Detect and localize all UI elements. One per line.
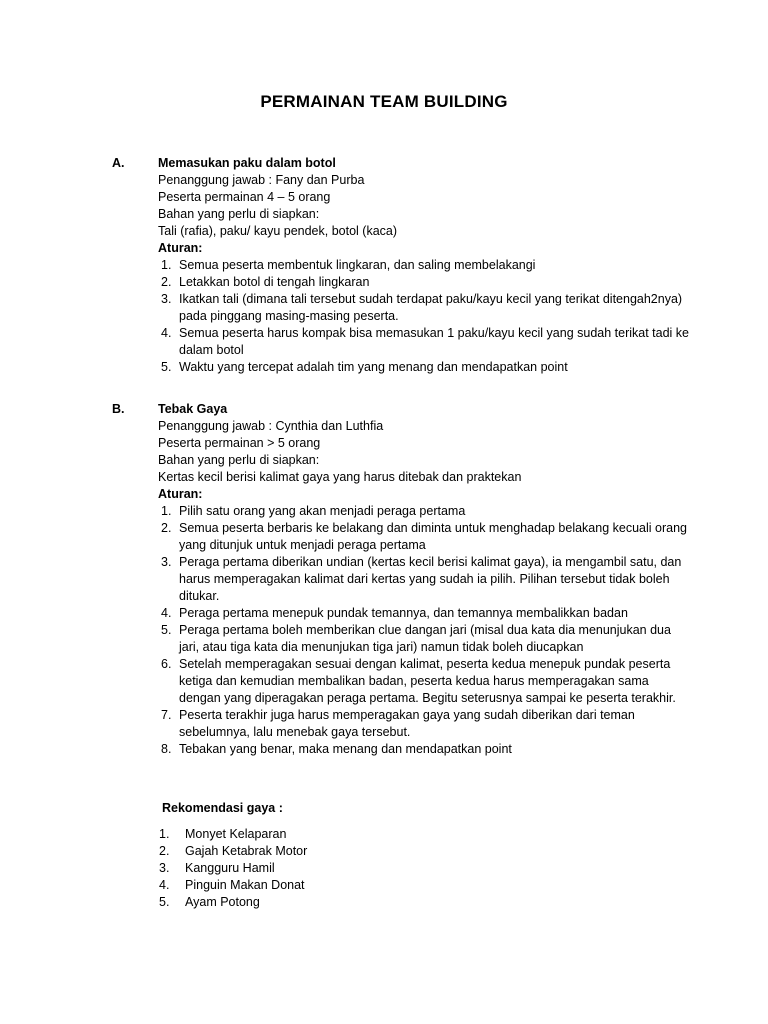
- list-text: Peraga pertama boleh memberikan clue dangan jari (misal dua kata dia menunjukan dua jari, atau tiga kata dia menunjukan tiga jari) namun tidak boleh diucapkan: [179, 623, 671, 654]
- materials-line: Tali (rafia), paku/ kayu pendek, botol (kaca): [158, 224, 398, 238]
- list-item: [158, 520, 692, 554]
- list-item: [158, 656, 692, 707]
- list-number: 5.: [161, 360, 172, 374]
- responsible-line: Penanggung jawab : Fany dan Purba: [158, 173, 365, 187]
- recommendations-title: Rekomendasi gaya :: [162, 801, 283, 815]
- list-number: 1.: [161, 258, 172, 272]
- recommendations-list: [159, 826, 307, 911]
- list-item: [158, 741, 692, 758]
- list-number: 8.: [161, 742, 172, 756]
- list-item: [158, 291, 692, 325]
- materials-label: Bahan yang perlu di siapkan:: [158, 207, 320, 221]
- section-body: [158, 418, 692, 758]
- list-number: 4.: [159, 878, 170, 892]
- section-a: [112, 155, 692, 376]
- list-number: 4.: [161, 326, 172, 340]
- list-number: 5.: [161, 623, 172, 637]
- list-item: [158, 554, 692, 605]
- list-text: Semua peserta berbaris ke belakang dan diminta untuk menghadap belakang kecuali orang yang ditunjuk untuk menjadi peraga pertama: [179, 521, 687, 552]
- materials-label: Bahan yang perlu di siapkan:: [158, 453, 320, 467]
- list-text: Waktu yang tercepat adalah tim yang menang dan mendapatkan point: [179, 360, 568, 374]
- list-item: [158, 503, 692, 520]
- section-b: [112, 401, 692, 758]
- list-text: Monyet Kelaparan: [185, 827, 287, 841]
- list-number: 2.: [161, 275, 172, 289]
- section-letter: A.: [112, 156, 125, 170]
- list-number: 3.: [159, 861, 170, 875]
- list-text: Ikatkan tali (dimana tali tersebut sudah terdapat paku/kayu kecil yang terikat ditengah2nya) pada pinggang masing-masing peserta.: [179, 292, 683, 323]
- list-text: Pinguin Makan Donat: [185, 878, 305, 892]
- list-text: Peraga pertama menepuk pundak temannya, dan temannya membalikkan badan: [179, 606, 628, 620]
- list-number: 7.: [161, 708, 172, 722]
- list-item: [159, 894, 307, 911]
- section-letter: B.: [112, 402, 125, 416]
- rules-label: Aturan:: [158, 487, 203, 501]
- list-item: [159, 860, 307, 877]
- list-item: [158, 274, 692, 291]
- section-title: Tebak Gaya: [158, 402, 228, 416]
- list-number: 4.: [161, 606, 172, 620]
- list-text: Letakkan botol di tengah lingkaran: [179, 275, 370, 289]
- list-item: [159, 843, 307, 860]
- list-number: 5.: [159, 895, 170, 909]
- materials-line: Kertas kecil berisi kalimat gaya yang harus ditebak dan praktekan: [158, 470, 522, 484]
- list-number: 3.: [161, 292, 172, 306]
- section-title: Memasukan paku dalam botol: [158, 156, 336, 170]
- list-text: Pilih satu orang yang akan menjadi peraga pertama: [179, 504, 466, 518]
- list-item: [158, 622, 692, 656]
- list-number: 1.: [161, 504, 172, 518]
- page-title: PERMAINAN TEAM BUILDING: [260, 92, 508, 111]
- list-item: [158, 325, 692, 359]
- rules-list: [158, 503, 692, 758]
- list-text: Peserta terakhir juga harus memperagakan gaya yang sudah diberikan dari teman sebelumnya, lalu menebak gaya tersebut.: [179, 708, 635, 739]
- list-text: Ayam Potong: [185, 895, 260, 909]
- list-item: [159, 877, 307, 894]
- list-text: Gajah Ketabrak Motor: [185, 844, 308, 858]
- list-item: [158, 707, 692, 741]
- section-body: [158, 172, 692, 376]
- responsible-line: Penanggung jawab : Cynthia dan Luthfia: [158, 419, 384, 433]
- list-number: 2.: [159, 844, 170, 858]
- list-number: 1.: [159, 827, 170, 841]
- list-number: 3.: [161, 555, 172, 569]
- list-number: 2.: [161, 521, 172, 535]
- list-item: [159, 826, 307, 843]
- rules-list: [158, 257, 692, 376]
- section-heading: [112, 155, 692, 172]
- list-number: 6.: [161, 657, 172, 671]
- list-item: [158, 257, 692, 274]
- list-item: [158, 605, 692, 622]
- list-text: Kangguru Hamil: [185, 861, 275, 875]
- section-heading: [112, 401, 692, 418]
- list-text: Setelah memperagakan sesuai dengan kalimat, peserta kedua menepuk pundak peserta ketiga dan kemudian membalikan badan, peserta kedua harus memperagakan sama dengan yang diperagakan peraga pertama. Begitu seterusnya sampai ke peserta terakhir.: [179, 657, 676, 705]
- participants-line: Peserta permainan 4 – 5 orang: [158, 190, 331, 204]
- list-text: Semua peserta harus kompak bisa memasukan 1 paku/kayu kecil yang sudah terikat tadi ke dalam botol: [179, 326, 689, 357]
- rules-label: Aturan:: [158, 241, 203, 255]
- list-text: Peraga pertama diberikan undian (kertas kecil berisi kalimat gaya), ia mengambil satu, dan harus memperagakan kalimat dari kertas yang sudah ia pilih. Pilihan tersebut tidak boleh ditukar.: [179, 555, 682, 603]
- list-text: Semua peserta membentuk lingkaran, dan saling membelakangi: [179, 258, 536, 272]
- list-text: Tebakan yang benar, maka menang dan mendapatkan point: [179, 742, 512, 756]
- participants-line: Peserta permainan > 5 orang: [158, 436, 321, 450]
- list-item: [158, 359, 692, 376]
